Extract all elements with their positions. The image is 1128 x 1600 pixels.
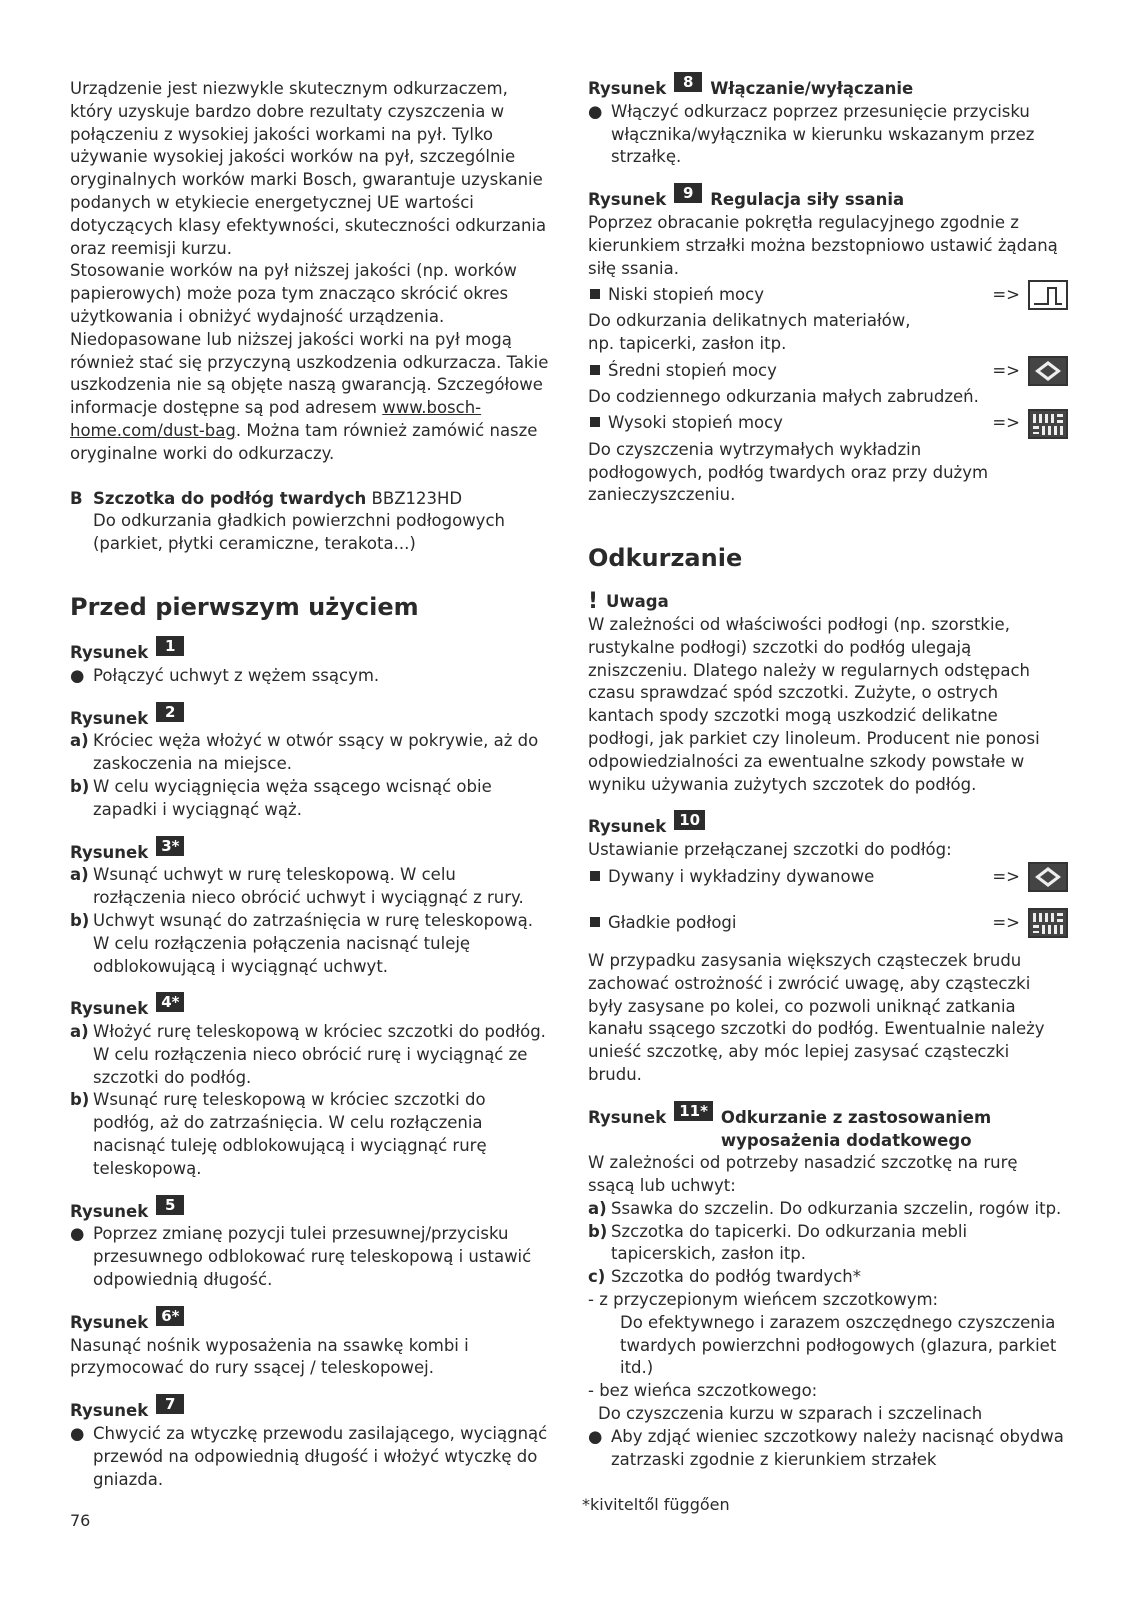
square-bullet-icon: [590, 365, 600, 375]
square-bullet-icon: [590, 289, 600, 299]
footnote: *kiviteltől függően: [582, 1495, 730, 1514]
smooth-setting-label: Gładkie podłogi: [608, 912, 737, 932]
bullet-mark: ●: [588, 101, 603, 121]
figure-11-heading: [588, 1101, 1068, 1153]
figure-10-note: W przypadku zasysania większych cząsteczek brudu zachować ostrożność i zwrócić uwagę, aby cząsteczki były zasysane po kolei, co pozwoli uniknąć zatkania kanału ssącego szczotki do podłóg. Ewentualnie należy unieść szczotkę, aby móc lepiej zasysać cząsteczki brudu.: [588, 950, 1045, 1084]
step-letter: a): [70, 865, 89, 885]
bullet-text: Poprzez zmianę pozycji tulei przesuwnej/przycisku przesuwnego odblokować rurę teleskopową i ustawić odpowiednią długość.: [93, 1224, 532, 1290]
figure-label: Rysunek: [588, 1107, 667, 1127]
figure-1-bullet: [70, 665, 550, 688]
item-text: Szczotka do podłóg twardych*: [611, 1267, 861, 1287]
left-column: [70, 78, 550, 1491]
item-letter: a): [588, 1198, 607, 1218]
without-brush-ring-desc: Do czyszczenia kurzu w szparach i szczelinach: [598, 1404, 983, 1424]
step-text: Wsunąć uchwyt w rurę teleskopową. W celu rozłączenia nieco obrócić uchwyt i wyciągnąć z rury.: [93, 865, 524, 908]
hard-floor-icon: [1028, 908, 1068, 938]
smooth-setting-row: [588, 908, 1068, 938]
figure-5-number: 5: [156, 1195, 184, 1215]
figure-4-heading: [70, 993, 550, 1021]
power-high-row: [588, 409, 1068, 439]
intro-text-2: Stosowanie worków na pył niższej jakości (np. worków papierowych) może poza tym znacząco skrócić okres użytkowania i obniżyć wydajność urządzenia. Niedopasowane lub niższej jakości worki na pył mogą również stać się przyczyną uszkodzenia odkurzacza. Takie uszkodzenia nie są objęte naszą gwarancją. Szczegółowe informacje dostępne są pod adresem: [70, 261, 549, 418]
power-high-label: Wysoki stopień mocy: [608, 413, 783, 433]
figure-4-number: 4*: [156, 992, 184, 1012]
title-line-1: Odkurzanie z zastosowaniem: [720, 1107, 992, 1127]
figure-7-number: 7: [156, 1394, 184, 1414]
heading-vacuuming: Odkurzanie: [588, 544, 743, 573]
figure-9-text: Poprzez obracanie pokrętła regulacyjnego zgodnie z kierunkiem strzałki można bezstopniowo ustawić żądaną siłę ssania.: [588, 212, 1058, 278]
intro-text-end: . Można tam również zamówić nasze oryginalne worki do odkurzaczy.: [70, 420, 538, 463]
figure-2-heading: [70, 702, 550, 731]
figure-7-bullet: [70, 1423, 550, 1491]
page-number: 76: [70, 1511, 91, 1530]
intro-paragraph-2: [70, 260, 550, 465]
carpet-setting-label: Dywany i wykładziny dywanowe: [608, 866, 875, 886]
arrow-text: =>: [992, 360, 1020, 380]
step-letter: b): [70, 776, 90, 796]
step-letter: b): [70, 910, 90, 930]
arrow-text: =>: [992, 912, 1020, 932]
square-bullet-icon: [590, 417, 600, 427]
item-text: Szczotka do tapicerki. Do odkurzania mebli tapicerskich, zasłon itp.: [611, 1221, 968, 1264]
figure-11-title: [721, 1107, 991, 1153]
figure-label: Rysunek: [70, 1312, 149, 1332]
warning-heading: [588, 591, 1068, 614]
step-text: Króciec węża włożyć w otwór ssący w pokrywie, aż do zaskoczenia na miejsce.: [93, 731, 539, 774]
figure-3-number: 3*: [156, 836, 184, 856]
figure-5-heading: [70, 1195, 550, 1224]
figure-11-number: 11*: [674, 1101, 713, 1121]
power-mid-row: [588, 356, 1068, 386]
heading-first-use: Przed pierwszym użyciem: [70, 592, 419, 621]
bullet-text: Połączyć uchwyt z wężem ssącym.: [93, 665, 380, 685]
figure-label: Rysunek: [588, 79, 667, 98]
figure-3-step-b: [70, 910, 550, 978]
power-low-label: Niski stopień mocy: [608, 284, 764, 304]
figure-label: Rysunek: [70, 1401, 149, 1421]
step-letter: b): [70, 1090, 90, 1110]
figure-3-heading: [70, 836, 550, 865]
figure-4-step-a: [70, 1021, 550, 1089]
figure-11-text: W zależności od potrzeby nasadzić szczotkę na rurę ssącą lub uchwyt:: [588, 1153, 1018, 1196]
accessory-b-title: Szczotka do podłóg twardych: [93, 488, 367, 508]
without-brush-ring: - bez wieńca szczotkowego:: [588, 1381, 818, 1401]
figure-6-heading: [70, 1306, 550, 1335]
figure-11-item-c: [588, 1266, 1068, 1289]
power-low-row: [588, 280, 1068, 310]
figure-label: Rysunek: [588, 817, 667, 837]
hard-floor-icon: [1028, 409, 1068, 439]
warning-text: W zależności od właściwości podłogi (np. szorstkie, rustykalne podłogi) szczotki do podłóg ulegają zniszczeniu. Dlatego należy w regularnych odstępach czasu sprawdzać spód szczotki. Zużyte, o ostrych kantach spody szczotki mogą uszkodzić delikatne podłogi, jak parkiet czy linoleum. Producent nie ponosi odpowiedzialności za ewentualne szkody powstałe w wyniku używania zużytych szczotek do podłóg.: [588, 614, 1040, 794]
item-text: Ssawka do szczelin. Do odkurzania szczelin, rogów itp.: [611, 1198, 1062, 1218]
step-text: Wsunąć rurę teleskopową w króciec szczotki do podłóg, aż do zatrzaśnięcia. W celu rozłączenia nacisnąć tuleję odblokowującą i wyciągnąć rurę teleskopową.: [93, 1090, 487, 1178]
figure-11-item-a: [588, 1198, 1068, 1221]
bullet-text: Aby zdjąć wieniec szczotkowy należy nacisnąć obydwa zatrzaski zgodnie z kierunkiem strzałek: [611, 1426, 1064, 1469]
figure-6-text: Nasunąć nośnik wyposażenia na ssawkę kombi i przymocować do rury ssącej / teleskopowej.: [70, 1335, 469, 1378]
figure-2-step-a: [70, 730, 550, 776]
accessory-b-model: BBZ123HD: [366, 488, 463, 508]
bullet-mark: ●: [70, 665, 85, 685]
accessory-b-letter: B: [70, 488, 83, 508]
figure-8-number: 8: [674, 72, 702, 92]
bullet-mark: ●: [588, 1426, 603, 1446]
bullet-mark: ●: [70, 1424, 85, 1444]
figure-2-step-b: [70, 776, 550, 822]
warning-icon: !: [588, 589, 599, 615]
square-bullet-icon: [590, 917, 600, 927]
figure-8-heading: [588, 73, 1068, 101]
figure-5-bullet: [70, 1223, 550, 1291]
figure-label: Rysunek: [70, 642, 149, 662]
figure-2-number: 2: [156, 702, 184, 722]
figure-11-bullet: [588, 1426, 1068, 1472]
intro-paragraph-1: Urządzenie jest niezwykle skutecznym odkurzaczem, który uzyskuje bardzo dobre rezultaty czyszczenia w połączeniu z wysokiej jakości workami na pył. Tylko używanie wysokiej jakości worków na pył, szczególnie oryginalnych worków marki Bosch, gwarantuje uzyskanie podanych w etykiecie energetycznej UE wartości dotyczących klasy efektywności, skuteczności odkurzania oraz reemisji kurzu.: [70, 79, 547, 258]
figure-6-number: 6*: [156, 1306, 184, 1326]
power-mid-label: Średni stopień mocy: [608, 360, 777, 380]
figure-10-heading: [588, 811, 1068, 839]
warning-title: Uwaga: [606, 592, 669, 612]
bullet-mark: ●: [70, 1224, 85, 1244]
figure-10-text: Ustawianie przełączanej szczotki do podłóg:: [588, 840, 952, 860]
step-text: W celu wyciągnięcia węża ssącego wcisnąć obie zapadki i wyciągnąć wąż.: [93, 776, 492, 819]
step-letter: a): [70, 1022, 89, 1042]
figure-7-heading: [70, 1395, 550, 1423]
figure-9-number: 9: [674, 183, 702, 203]
dust-bag-link[interactable]: www.bosch-home.com/dust-bag: [70, 398, 482, 440]
step-text: Włożyć rurę teleskopową w króciec szczotki do podłóg. W celu rozłączenia nieco obrócić rurę i wyciągnąć ze szczotki do podłóg.: [93, 1022, 546, 1087]
figure-label: Rysunek: [70, 1201, 149, 1221]
bullet-text: Chwycić za wtyczkę przewodu zasilającego, wyciągnąć przewód na odpowiednią długość i włożyć wtyczkę do gniazda.: [93, 1424, 548, 1489]
figure-1-number: 1: [156, 636, 184, 656]
item-letter: c): [588, 1267, 606, 1287]
figure-1-heading: [70, 636, 550, 665]
figure-8-title: Włączanie/wyłączanie: [710, 79, 914, 98]
figure-9-heading: [588, 184, 1068, 212]
step-letter: a): [70, 731, 89, 751]
title-line-2: wyposażenia dodatkowego: [720, 1130, 972, 1150]
power-mid-desc: Do codziennego odkurzania małych zabrudzeń.: [588, 386, 979, 406]
accessory-b-desc: Do odkurzania gładkich powierzchni podłogowych (parkiet, płytki ceramiczne, terakota...): [93, 511, 505, 554]
figure-label: Rysunek: [70, 708, 149, 728]
power-high-desc: Do czyszczenia wytrzymałych wykładzin podłogowych, podłóg twardych oraz przy dużym zanieczyszczeniu.: [588, 439, 989, 505]
with-brush-ring-desc: Do efektywnego i zarazem oszczędnego czyszczenia twardych powierzchni podłogowych (glazura, parkiet itd.): [620, 1312, 1057, 1378]
with-brush-ring: - z przyczepionym wieńcem szczotkowym:: [588, 1290, 939, 1310]
step-text: Uchwyt wsunąć do zatrzaśnięcia w rurę teleskopową. W celu rozłączenia połączenia nacisnąć tuleję odblokowującą i wyciągnąć uchwyt.: [93, 910, 534, 976]
right-column: [588, 73, 1068, 1471]
item-letter: b): [588, 1221, 608, 1241]
figure-10-number: 10: [674, 810, 705, 830]
power-low-desc: Do odkurzania delikatnych materiałów, np. tapicerki, zasłon itp.: [588, 311, 911, 354]
figure-4-step-b: [70, 1089, 550, 1180]
square-bullet-icon: [590, 871, 600, 881]
bullet-text: Włączyć odkurzacz poprzez przesunięcie przycisku włącznika/wyłącznika w kierunku wskazanym przez strzałkę.: [611, 101, 1035, 167]
figure-11-item-b: [588, 1221, 1068, 1267]
figure-label: Rysunek: [70, 842, 149, 862]
carpet-icon: [1028, 862, 1068, 892]
accessory-b: [70, 488, 550, 556]
arrow-text: =>: [992, 866, 1020, 886]
arrow-text: =>: [992, 413, 1020, 433]
low-power-icon: [1028, 280, 1068, 310]
figure-label: Rysunek: [70, 999, 149, 1019]
figure-9-title: Regulacja siły ssania: [710, 190, 905, 210]
figure-label: Rysunek: [588, 190, 667, 210]
figure-8-bullet: [588, 101, 1068, 169]
carpet-icon: [1028, 356, 1068, 386]
carpet-setting-row: [588, 862, 1068, 892]
arrow-text: =>: [992, 284, 1020, 304]
figure-3-step-a: [70, 864, 550, 910]
